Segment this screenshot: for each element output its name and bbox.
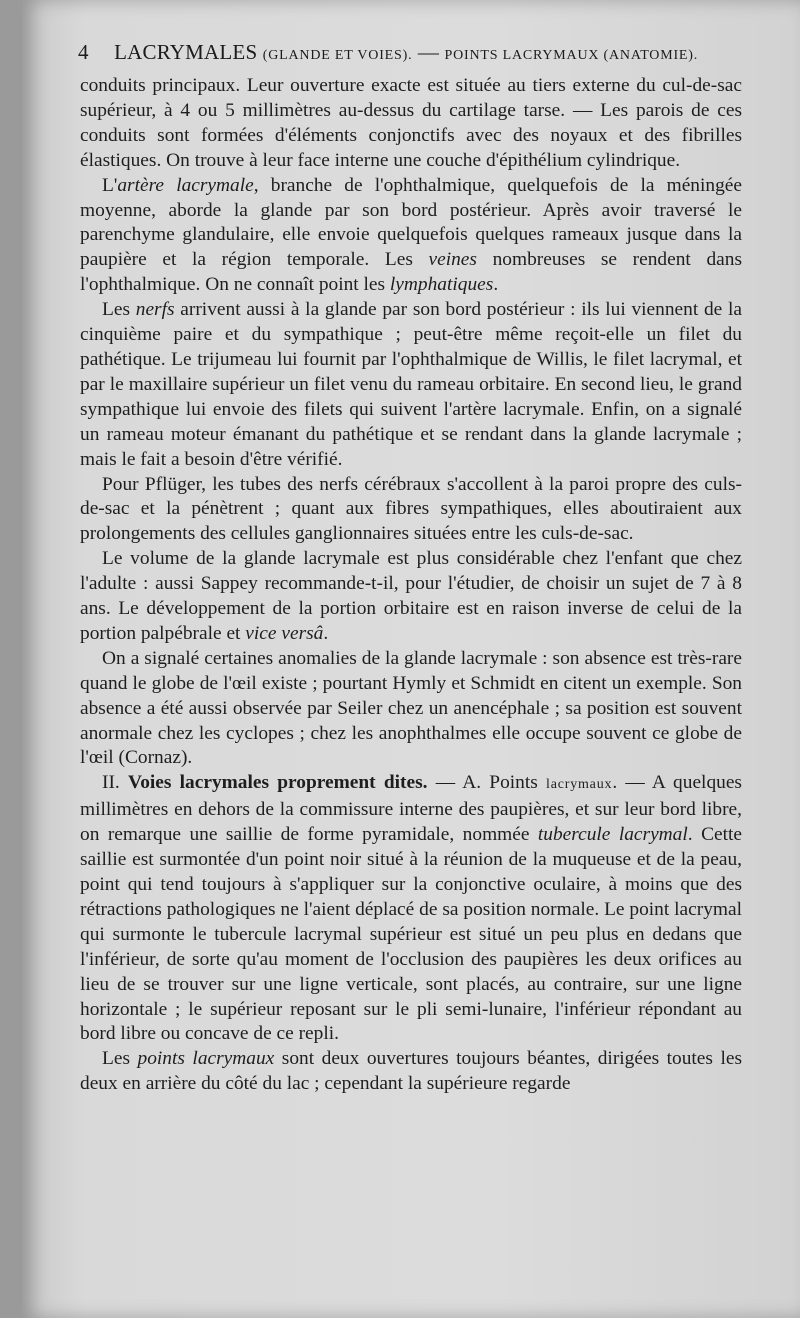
paragraph (80, 647, 742, 772)
styled-text: points lacrymaux (137, 1048, 275, 1070)
running-header (78, 40, 718, 70)
styled-text: veines (428, 249, 477, 271)
paragraph (80, 547, 742, 647)
text-run: Le volume de la glande lacrymale est plus considérable chez l'enfant que chez l'adulte : aussi Sappey recommande-t-il, pour l'étudier, de choisir un sujet de 7 à 8 ans. Le développement de la portion orbitaire est en raison inverse de celui de la portion palpébrale et (80, 548, 742, 644)
header-title-paren: (GLANDE ET VOIES). (262, 48, 413, 63)
text-run: . (493, 274, 499, 296)
text-run: Les (102, 299, 136, 321)
text-run: II. (102, 772, 128, 794)
styled-text: Voies lacrymales proprement dites. (127, 772, 428, 794)
body-text (80, 74, 742, 1097)
paragraph (80, 473, 742, 548)
text-run: , branche de l'ophthalmique, quelquefois de la méningée moyenne, aborde la glande par son bord postérieur. Après avoir traversé le parenchyme glandulaire, elle envoie quelquefois quelques rameaux jusque dans la paupière et la région temporale. Les (80, 174, 742, 271)
styled-text: tubercule lacrymal (537, 824, 688, 846)
paragraph (80, 298, 742, 472)
paragraph (80, 1047, 742, 1097)
text-run: conduits principaux. Leur ouverture exacte est située au tiers externe du cul-de-sac supérieur, à 4 ou 5 millimètres au-dessus du cartilage tarse. — Les parois de ces conduits sont formées d'éléments conjonctifs avec des noyaux et des fibrilles élastiques. On trouve à leur face interne une couche d'épithélium cylindrique. (80, 75, 742, 171)
styled-text: vice versâ (245, 622, 324, 644)
book-page (22, 0, 800, 1318)
page-number: 4 (78, 40, 89, 64)
text-run: Pour Pflüger, les tubes des nerfs cérébraux s'accollent à la paroi propre des culs-de-sac et la pénètrent ; quant aux fibres sympathiques, elles aboutiraient aux prolongements des cellules ganglionnaires situées entre les culs-de-sac. (80, 473, 742, 545)
styled-text: lymphatiques (389, 274, 494, 296)
text-run: L' (102, 174, 118, 196)
styled-text: nerfs (135, 299, 175, 321)
header-title-right: POINTS LACRYMAUX (ANATOMIE). (444, 48, 699, 63)
paragraph (80, 174, 742, 299)
text-run: arrivent aussi à la glande par son bord postérieur : ils lui viennent de la cinquième paire et du sympathique ; peut-être même reçoit-elle un filet du pathétique. Le trijumeau lui fournit par l'ophthalmique de Willis, le filet lacrymal, et par le maxillaire supérieur un filet venu du rameau orbitaire. En second lieu, le grand sympathique lui envoie des filets qui suivent l'artère lacrymale. Enfin, on a signalé un rameau moteur émanant du pathétique et se rendant dans la glande lacrymale ; mais le fait a besoin d'être vérifié. (80, 299, 742, 470)
paragraph (80, 74, 742, 174)
text-run: Les (102, 1048, 138, 1070)
text-run: . — A quelques millimètres en dehors de la commissure interne des paupières, et sur leur bord libre, on remarque une saillie de forme pyramidale, nommée (80, 772, 742, 846)
text-run: . Cette saillie est surmontée d'un point noir situé à la réunion de la muqueuse et de la peau, point qui tend toujours à s'appliquer sur la conjonctive oculaire, à moins que des rétractions pathologiques ne l'aient déplacé de sa position normale. Le point lacrymal qui surmonte le tubercule lacrymal supérieur est situé un peu plus en dedans que l'inférieur, de sorte qu'au moment de l'occlusion des paupières les deux orifices au lieu de se trouver sur une ligne verticale, sont placés, au contraire, sur une ligne horizontale ; le supérieur reposant sur le pli semi-lunaire, l'inférieur répondant au bord libre ou concave de ce repli. (80, 824, 742, 1045)
paragraph (80, 771, 742, 1047)
text-run: . (323, 622, 329, 644)
header-dash: — (417, 40, 440, 64)
header-title-main: LACRYMALES (114, 40, 258, 64)
styled-text: artère lacrymale (117, 174, 254, 196)
text-run: On a signalé certaines anomalies de la glande lacrymale : son absence est très-rare quand le globe de l'œil existe ; pourtant Hymly et Schmidt en citent un exemple. Son absence a été aussi observée par Seiler chez un anencéphale ; sa position est souvent anormale chez les cyclopes ; chez les anophthalmes elle occupe souvent ce globe de l'œil (Cornaz). (80, 647, 742, 769)
text-run: — A. Points (427, 772, 547, 794)
styled-text: lacrymaux (546, 777, 613, 793)
text-run: sont deux ouvertures toujours béantes, dirigées toutes les deux en arrière du côté du lac ; cependant la supérieure regarde (80, 1048, 742, 1095)
text-run: nombreuses se rendent dans l'ophthalmique. On ne connaît point les (80, 249, 743, 296)
